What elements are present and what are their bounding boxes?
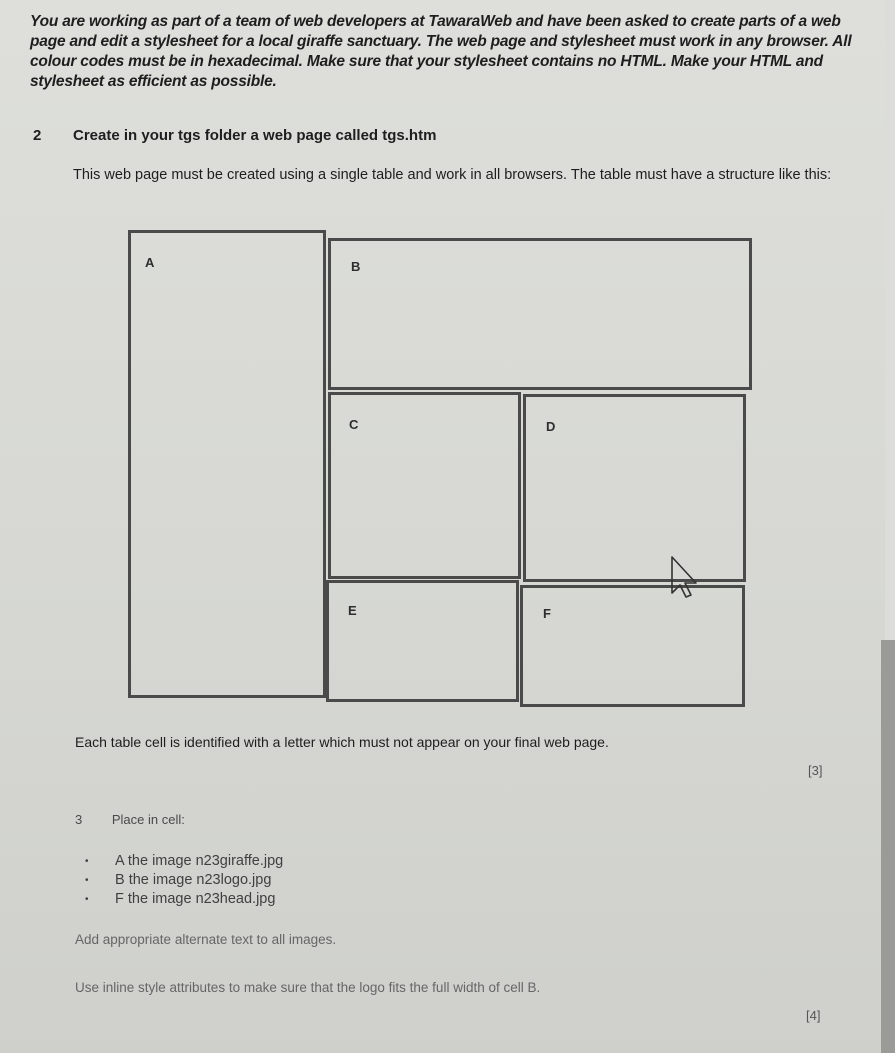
question-3-header	[75, 812, 185, 827]
cell-f-label: F	[543, 606, 551, 621]
cell-a	[128, 230, 326, 698]
question-2-number: 2	[33, 127, 42, 144]
list-item: • A the image n23giraffe.jpg	[85, 852, 283, 871]
question-3-text: Place in cell:	[111, 812, 185, 827]
intro-paragraph: You are working as part of a team of web developers at TawaraWeb and have been asked to create parts of a web page and edit a stylesheet for a local giraffe sanctuary. The web page and stylesheet must work in any browser. All colour codes must be in hexadecimal. Make sure that your stylesheet contains no HTML. Make your HTML and stylesheet as efficient as possible.	[30, 13, 852, 90]
cell-b-label: B	[351, 259, 361, 274]
question-2-marks: [3]	[808, 763, 823, 778]
question-3-list	[85, 852, 283, 909]
cell-e-label: E	[348, 603, 357, 618]
alt-text-instruction: Add appropriate alternate text to all images.	[75, 932, 337, 947]
list-item: • F the image n23head.jpg	[85, 890, 283, 909]
cell-b	[328, 238, 752, 390]
cell-e	[326, 580, 519, 702]
list-item: • B the image n23logo.jpg	[85, 871, 283, 890]
question-2-paragraph: This web page must be created using a single table and work in all browsers. The table must have a structure like this:	[73, 167, 832, 183]
question-3-marks: [4]	[806, 1008, 821, 1023]
question-2-text: Create in your tgs folder a web page called tgs.htm	[73, 127, 437, 144]
cell-c-label: C	[349, 417, 359, 432]
cell-letter-note: Each table cell is identified with a letter which must not appear on your final web page.	[75, 734, 609, 750]
question-3-number: 3	[75, 812, 83, 827]
cell-a-label: A	[145, 255, 155, 270]
cell-f	[520, 585, 745, 707]
inline-style-instruction: Use inline style attributes to make sure that the logo fits the full width of cell B.	[75, 980, 541, 995]
cell-c	[328, 392, 521, 579]
mouse-pointer-icon	[668, 555, 712, 599]
cell-d-label: D	[546, 419, 556, 434]
cell-d	[523, 394, 746, 582]
page-edge	[881, 640, 895, 1053]
